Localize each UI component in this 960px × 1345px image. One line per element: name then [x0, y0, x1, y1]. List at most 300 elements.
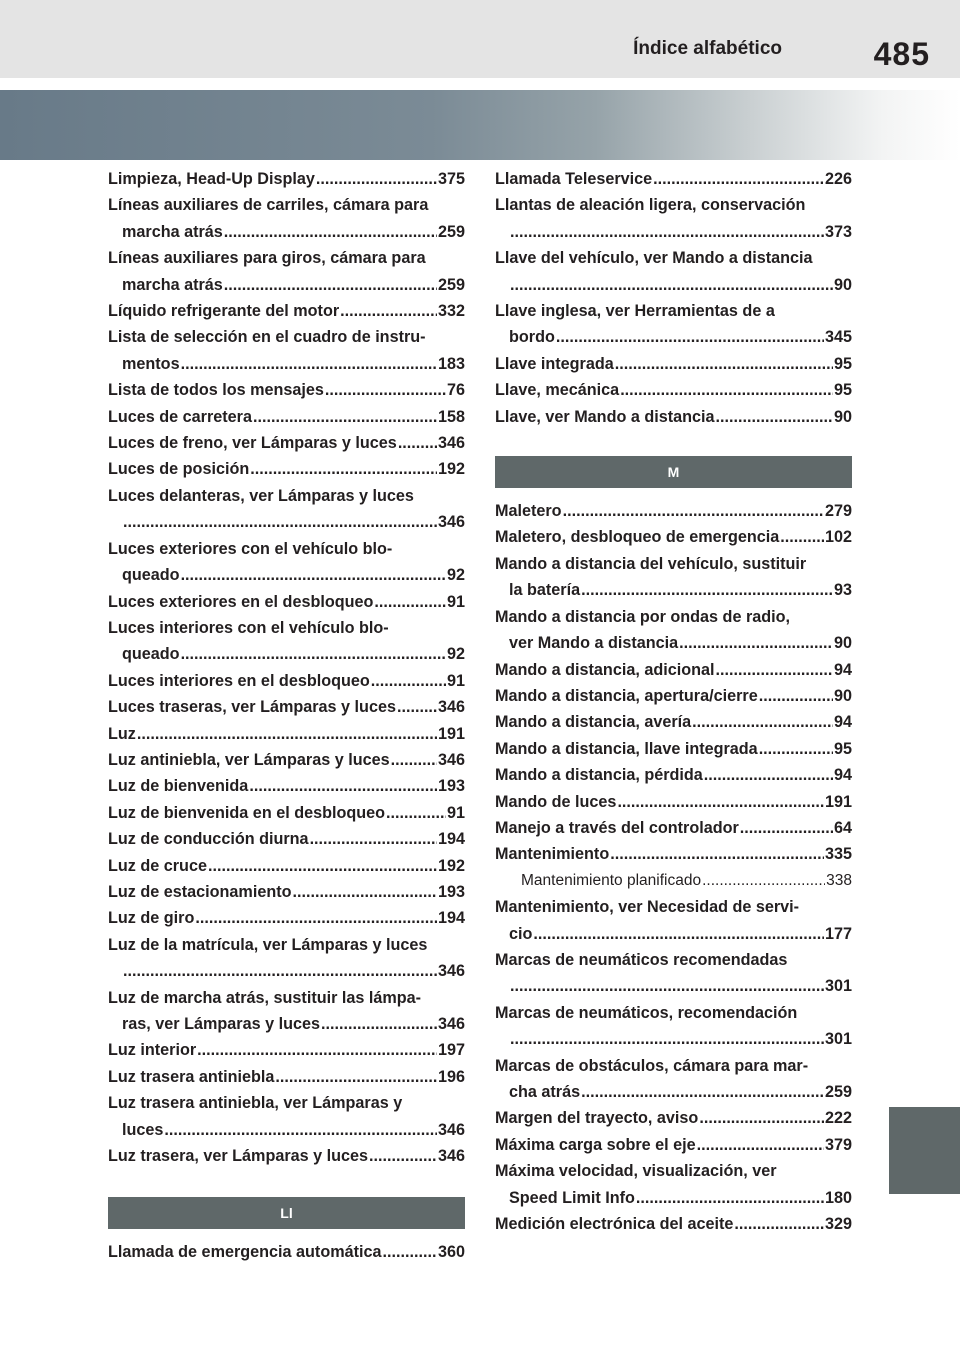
header-title: Índice alfabético: [633, 38, 782, 59]
entry-line: [495, 577, 852, 603]
dot-leader: [181, 641, 446, 667]
dot-leader: [340, 298, 437, 324]
dot-leader: [759, 736, 833, 762]
entry-term: Llamada Teleservice: [495, 170, 653, 188]
index-entry: [108, 298, 465, 324]
entry-term: Manejo a través del controlador: [495, 818, 739, 837]
entry-page-number: 338: [826, 871, 852, 889]
entry-page-number: 197: [437, 1041, 465, 1060]
index-entry: [495, 1053, 852, 1106]
entry-term: Lista de todos los mensajes: [108, 381, 324, 400]
entry-term: Luces traseras, ver Lámparas y luces: [108, 698, 396, 717]
dot-leader: [253, 404, 437, 430]
entry-term: Luces de freno, ver Lámparas y luces: [108, 434, 397, 453]
entry-term: Mando de luces: [495, 792, 617, 811]
entry-term: Mantenimiento planificado: [521, 871, 702, 889]
section-header-ll: Ll: [108, 1197, 465, 1229]
dot-leader: [734, 1211, 824, 1237]
entry-line: [108, 192, 465, 218]
entry-page-number: 92: [446, 566, 465, 585]
entry-line: [495, 524, 852, 550]
entry-line: [108, 721, 465, 747]
entry-term: Lista de selección en el cuadro de instru-: [108, 328, 426, 347]
index-entry: [108, 985, 465, 1038]
entry-term: Luces exteriores con el vehículo blo-: [108, 539, 393, 558]
entry-line: [495, 351, 852, 377]
entry-line: [495, 1211, 852, 1237]
entry-list: [495, 498, 852, 1237]
entry-term-continued: cio: [509, 924, 533, 943]
dot-leader: [325, 377, 446, 403]
index-entry: [108, 589, 465, 615]
index-entry: [495, 551, 852, 604]
entry-page-number: 191: [437, 724, 465, 743]
entry-page-number: 76: [446, 381, 465, 400]
index-entry: [495, 351, 852, 377]
index-entry: [108, 456, 465, 482]
entry-line: [108, 1239, 465, 1265]
entry-term: Luz antiniebla, ver Lámparas y luces: [108, 750, 390, 769]
entry-line: [495, 272, 852, 298]
dot-leader: [224, 219, 437, 245]
entry-term-continued: ver Mando a distancia: [509, 634, 679, 653]
entry-page-number: 335: [824, 845, 852, 864]
index-entry: [108, 694, 465, 720]
entry-term: Mantenimiento: [495, 845, 610, 864]
dot-leader: [391, 747, 437, 773]
entry-line: [495, 630, 852, 656]
entry-line: [495, 324, 852, 350]
entry-line: [495, 498, 852, 524]
dot-leader: [679, 630, 833, 656]
entry-term: Luz de estacionamiento: [108, 882, 292, 901]
entry-line: [495, 166, 852, 192]
entry-line: [108, 589, 465, 615]
entry-line: [108, 351, 465, 377]
entry-page-number: 329: [824, 1215, 852, 1234]
dot-leader: [697, 1132, 824, 1158]
index-side-tab: [889, 1107, 960, 1194]
entry-line: [495, 762, 852, 788]
entry-line: [108, 1011, 465, 1037]
entry-line: [108, 430, 465, 456]
index-entry: [108, 1143, 465, 1169]
dot-leader: [510, 973, 824, 999]
entry-line: [108, 932, 465, 958]
index-entry: [108, 1090, 465, 1143]
entry-line: [495, 1185, 852, 1211]
dot-leader: [620, 377, 833, 403]
entry-page-number: 346: [437, 434, 465, 453]
dot-leader: [716, 404, 833, 430]
entry-page-number: 375: [437, 170, 465, 188]
entry-page-number: 346: [437, 962, 465, 981]
index-entry: [108, 800, 465, 826]
entry-term: Luz trasera, ver Lámparas y luces: [108, 1147, 369, 1166]
dot-leader: [249, 773, 437, 799]
entry-term: Luz de bienvenida: [108, 777, 249, 796]
entry-line: [108, 747, 465, 773]
index-entry: [108, 826, 465, 852]
entry-line: [108, 245, 465, 271]
dot-leader: [510, 219, 824, 245]
index-entry: [108, 905, 465, 931]
entry-term: Marcas de obstáculos, cámara para mar-: [495, 1056, 809, 1075]
entry-page-number: 379: [824, 1135, 852, 1154]
dot-leader: [371, 668, 446, 694]
entry-line: [495, 894, 852, 920]
dot-leader: [556, 324, 824, 350]
entry-line: [495, 921, 852, 947]
entry-page-number: 193: [437, 777, 465, 796]
index-entry: [108, 483, 465, 536]
entry-page-number: 90: [833, 407, 852, 426]
entry-page-number: 183: [437, 354, 465, 373]
entry-line: [495, 789, 852, 815]
entry-term: Mantenimiento, ver Necesidad de servi-: [495, 898, 800, 917]
entry-page-number: 194: [437, 830, 465, 849]
entry-term: Luz de cruce: [108, 856, 207, 875]
entry-page-number: 94: [833, 713, 852, 732]
dot-leader: [617, 789, 824, 815]
dot-leader: [383, 1239, 437, 1265]
index-entry: [495, 709, 852, 735]
entry-term: Medición electrónica del aceite: [495, 1215, 734, 1234]
dot-leader: [123, 509, 437, 535]
index-entry: [495, 841, 852, 867]
entry-line: [108, 985, 465, 1011]
entry-page-number: 180: [824, 1188, 852, 1207]
entry-page-number: 196: [437, 1067, 465, 1086]
entry-line: [495, 1000, 852, 1026]
entry-line: [495, 604, 852, 630]
entry-page-number: 346: [437, 513, 465, 532]
index-entry: [108, 1064, 465, 1090]
entry-term: Luz: [108, 724, 136, 743]
entry-line: [108, 536, 465, 562]
entry-term: Llave, mecánica: [495, 381, 620, 400]
entry-term-continued: queado: [122, 566, 180, 585]
entry-line: [495, 657, 852, 683]
entry-line: [495, 1158, 852, 1184]
index-entry: [495, 245, 852, 298]
entry-page-number: 95: [833, 381, 852, 400]
dot-leader: [164, 1117, 437, 1143]
index-entry: [108, 668, 465, 694]
dot-leader: [123, 958, 437, 984]
dot-leader: [692, 709, 833, 735]
dot-leader: [581, 577, 833, 603]
entry-line: [495, 947, 852, 973]
index-entry: [108, 879, 465, 905]
entry-page-number: 95: [833, 739, 852, 758]
entry-list: [108, 166, 465, 1169]
entry-line: [495, 377, 852, 403]
entry-page-number: 360: [437, 1243, 465, 1262]
entry-term: Luz interior: [108, 1041, 197, 1060]
index-entry: [495, 762, 852, 788]
entry-line: [495, 298, 852, 324]
dot-leader: [197, 1037, 437, 1063]
entry-term: Llave, ver Mando a distancia: [495, 407, 715, 426]
entry-page-number: 332: [437, 302, 465, 321]
index-entry: [108, 773, 465, 799]
page-number: 485: [873, 36, 930, 72]
entry-page-number: 346: [437, 1015, 465, 1033]
entry-term-continued: mentos: [122, 354, 180, 373]
entry-page-number: 94: [833, 660, 852, 679]
index-entry: [108, 192, 465, 245]
entry-page-number: 91: [446, 671, 465, 690]
dot-leader: [715, 657, 833, 683]
entry-line: [495, 815, 852, 841]
entry-page-number: 93: [833, 581, 852, 600]
entry-term: Luces delanteras, ver Lámparas y luces: [108, 486, 414, 505]
entry-line: [108, 879, 465, 905]
dot-leader: [740, 815, 833, 841]
index-entry: [108, 245, 465, 298]
entry-line: [108, 1037, 465, 1063]
entry-line: [495, 192, 852, 218]
entry-term-continued: marcha atrás: [122, 222, 223, 241]
entry-term: Margen del trayecto, aviso: [495, 1109, 699, 1128]
entry-page-number: 90: [833, 275, 852, 294]
dot-leader: [510, 1026, 824, 1052]
dot-leader: [310, 826, 437, 852]
entry-line: [108, 1143, 465, 1169]
entry-term: Luces interiores en el desbloqueo: [108, 671, 370, 690]
entry-term: Luz de giro: [108, 909, 195, 928]
dot-leader: [321, 1011, 437, 1037]
dot-leader: [224, 272, 437, 298]
entry-term: Luz de la matrícula, ver Lámparas y luces: [108, 935, 428, 954]
entry-page-number: 177: [824, 924, 852, 943]
dot-leader: [398, 430, 437, 456]
index-entry: [495, 815, 852, 841]
entry-term-continued: bordo: [509, 328, 555, 347]
dot-leader: [275, 1064, 437, 1090]
dot-leader: [208, 853, 437, 879]
index-entry: [108, 721, 465, 747]
entry-line: [108, 615, 465, 641]
entry-page-number: 193: [437, 882, 465, 901]
index-entry: [495, 377, 852, 403]
entry-page-number: 301: [824, 977, 852, 996]
entry-term: Luz de bienvenida en el desbloqueo: [108, 803, 386, 822]
entry-term: Luces de posición: [108, 460, 250, 479]
section-header-m: M: [495, 456, 852, 488]
entry-term: Mando a distancia, pérdida: [495, 766, 703, 785]
entry-term: Llantas de aleación ligera, conservación: [495, 196, 806, 215]
index-entry: [108, 1239, 465, 1265]
entry-page-number: 346: [437, 698, 465, 717]
entry-term: Mando a distancia, avería: [495, 713, 692, 732]
entry-page-number: 90: [833, 634, 852, 653]
entry-line: [495, 1026, 852, 1052]
index-column-left: [108, 166, 465, 1266]
entry-term: Maletero, desbloqueo de emergencia: [495, 528, 780, 547]
entry-term: Llave del vehículo, ver Mando a distancia: [495, 249, 813, 268]
entry-page-number: 301: [824, 1030, 852, 1049]
index-entry: [495, 736, 852, 762]
entry-line: [108, 404, 465, 430]
entry-page-number: 94: [833, 766, 852, 785]
entry-term: Llamada de emergencia automática: [108, 1243, 382, 1262]
entry-line: [495, 245, 852, 271]
entry-line: [495, 736, 852, 762]
dot-leader: [293, 879, 437, 905]
dot-leader: [581, 1079, 824, 1105]
entry-line: [108, 826, 465, 852]
entry-line: [108, 773, 465, 799]
entry-line: [108, 1064, 465, 1090]
entry-page-number: 192: [437, 460, 465, 479]
entry-term: Luz trasera antiniebla, ver Lámparas y: [108, 1094, 403, 1113]
dot-leader: [137, 721, 437, 747]
index-entry: [495, 657, 852, 683]
entry-line: [108, 456, 465, 482]
index-entry: [108, 166, 465, 192]
entry-line: [108, 166, 465, 192]
index-entry: [108, 747, 465, 773]
entry-line: [495, 219, 852, 245]
entry-term: Máxima carga sobre el eje: [495, 1135, 696, 1154]
entry-page-number: 92: [446, 645, 465, 664]
index-entry: [495, 1000, 852, 1053]
entry-page-number: 91: [446, 592, 465, 611]
entry-list: [495, 166, 852, 430]
entry-page-number: 222: [824, 1109, 852, 1128]
entry-term: Luces de carretera: [108, 407, 252, 426]
entry-term: Luz trasera antiniebla: [108, 1067, 275, 1086]
dot-leader: [195, 905, 437, 931]
entry-line: [108, 377, 465, 403]
dot-leader: [702, 868, 825, 894]
entry-term: Luces exteriores en el desbloqueo: [108, 592, 374, 611]
entry-line: [495, 973, 852, 999]
entry-line: [495, 1053, 852, 1079]
entry-term: Marcas de neumáticos, recomendación: [495, 1003, 798, 1022]
entry-term: Líquido refrigerante del motor: [108, 302, 340, 321]
entry-line: [108, 853, 465, 879]
index-entry: [495, 1211, 852, 1237]
index-entry: [495, 1158, 852, 1211]
entry-page-number: 194: [437, 909, 465, 928]
entry-line: [108, 800, 465, 826]
entry-line: [108, 298, 465, 324]
header-bar: [0, 0, 960, 78]
entry-term-continued: marcha atrás: [122, 275, 223, 294]
dot-leader: [699, 1105, 824, 1131]
index-entry: [495, 192, 852, 245]
index-entry: [108, 615, 465, 668]
index-entry: [108, 377, 465, 403]
entry-line: [108, 483, 465, 509]
entry-term: Marcas de neumáticos recomendadas: [495, 950, 788, 969]
dot-leader: [510, 272, 833, 298]
index-entry: [495, 789, 852, 815]
entry-term-continued: la batería: [509, 581, 581, 600]
entry-line: [108, 272, 465, 298]
header-banner: [0, 90, 960, 160]
entry-term: Luz de conducción diurna: [108, 830, 309, 849]
entry-line: [495, 404, 852, 430]
index-entry: [495, 894, 852, 947]
entry-page-number: 346: [437, 750, 465, 769]
entry-line: [108, 1090, 465, 1116]
entry-term: Mando a distancia del vehículo, sustituir: [495, 554, 807, 573]
entry-term: Maletero: [495, 502, 562, 521]
entry-term: Luces interiores con el vehículo blo-: [108, 618, 389, 637]
entry-page-number: 192: [437, 856, 465, 875]
entry-line: [495, 841, 852, 867]
dot-leader: [397, 694, 437, 720]
index-entry: [495, 1105, 852, 1131]
entry-line: [108, 509, 465, 535]
index-entry: [108, 853, 465, 879]
entry-term-continued: queado: [122, 645, 180, 664]
entry-term: Luz de marcha atrás, sustituir las lámpa-: [108, 988, 422, 1007]
index-entry: [495, 604, 852, 657]
index-entry: [108, 324, 465, 377]
entry-term-continued: Speed Limit Info: [509, 1188, 635, 1207]
index-entry: [495, 166, 852, 192]
entry-line: [495, 868, 852, 894]
entry-line: [495, 1079, 852, 1105]
entry-line: [495, 709, 852, 735]
entry-page-number: 191: [824, 792, 852, 811]
entry-line: [108, 905, 465, 931]
entry-line: [108, 641, 465, 667]
entry-term: Llave inglesa, ver Herramientas de a: [495, 302, 775, 321]
dot-leader: [181, 351, 437, 377]
entry-term: Llave integrada: [495, 354, 614, 373]
entry-page-number: 345: [824, 328, 852, 347]
entry-term: Mando a distancia, apertura/cierre: [495, 686, 758, 705]
entry-page-number: 259: [437, 275, 465, 294]
index-entry: [495, 524, 852, 550]
dot-leader: [636, 1185, 824, 1211]
entry-page-number: 102: [824, 528, 852, 547]
index-entry: [495, 404, 852, 430]
entry-line: [108, 324, 465, 350]
entry-term: Líneas auxiliares de carriles, cámara para: [108, 196, 429, 215]
entry-term: Mando a distancia por ondas de radio,: [495, 607, 791, 626]
index-column-right: [495, 166, 852, 1237]
dot-leader: [374, 589, 446, 615]
dot-leader: [615, 351, 833, 377]
entry-line: [108, 562, 465, 588]
entry-page-number: 64: [833, 818, 852, 837]
entry-term: Líneas auxiliares para giros, cámara para: [108, 249, 426, 268]
dot-leader: [563, 498, 824, 524]
entry-page-number: 373: [824, 222, 852, 241]
entry-term: Mando a distancia, adicional: [495, 660, 715, 679]
entry-term: Mando a distancia, llave integrada: [495, 739, 758, 758]
dot-leader: [653, 166, 824, 192]
entry-line: [495, 683, 852, 709]
dot-leader: [610, 841, 824, 867]
index-entry: [495, 298, 852, 351]
entry-line: [108, 1117, 465, 1143]
entry-page-number: 346: [437, 1147, 465, 1166]
entry-page-number: 259: [437, 222, 465, 241]
dot-leader: [704, 762, 833, 788]
index-subentry: [495, 868, 852, 894]
index-entry: [495, 947, 852, 1000]
index-entry: [108, 536, 465, 589]
entry-term: Limpieza, Head-Up Display: [108, 170, 315, 188]
